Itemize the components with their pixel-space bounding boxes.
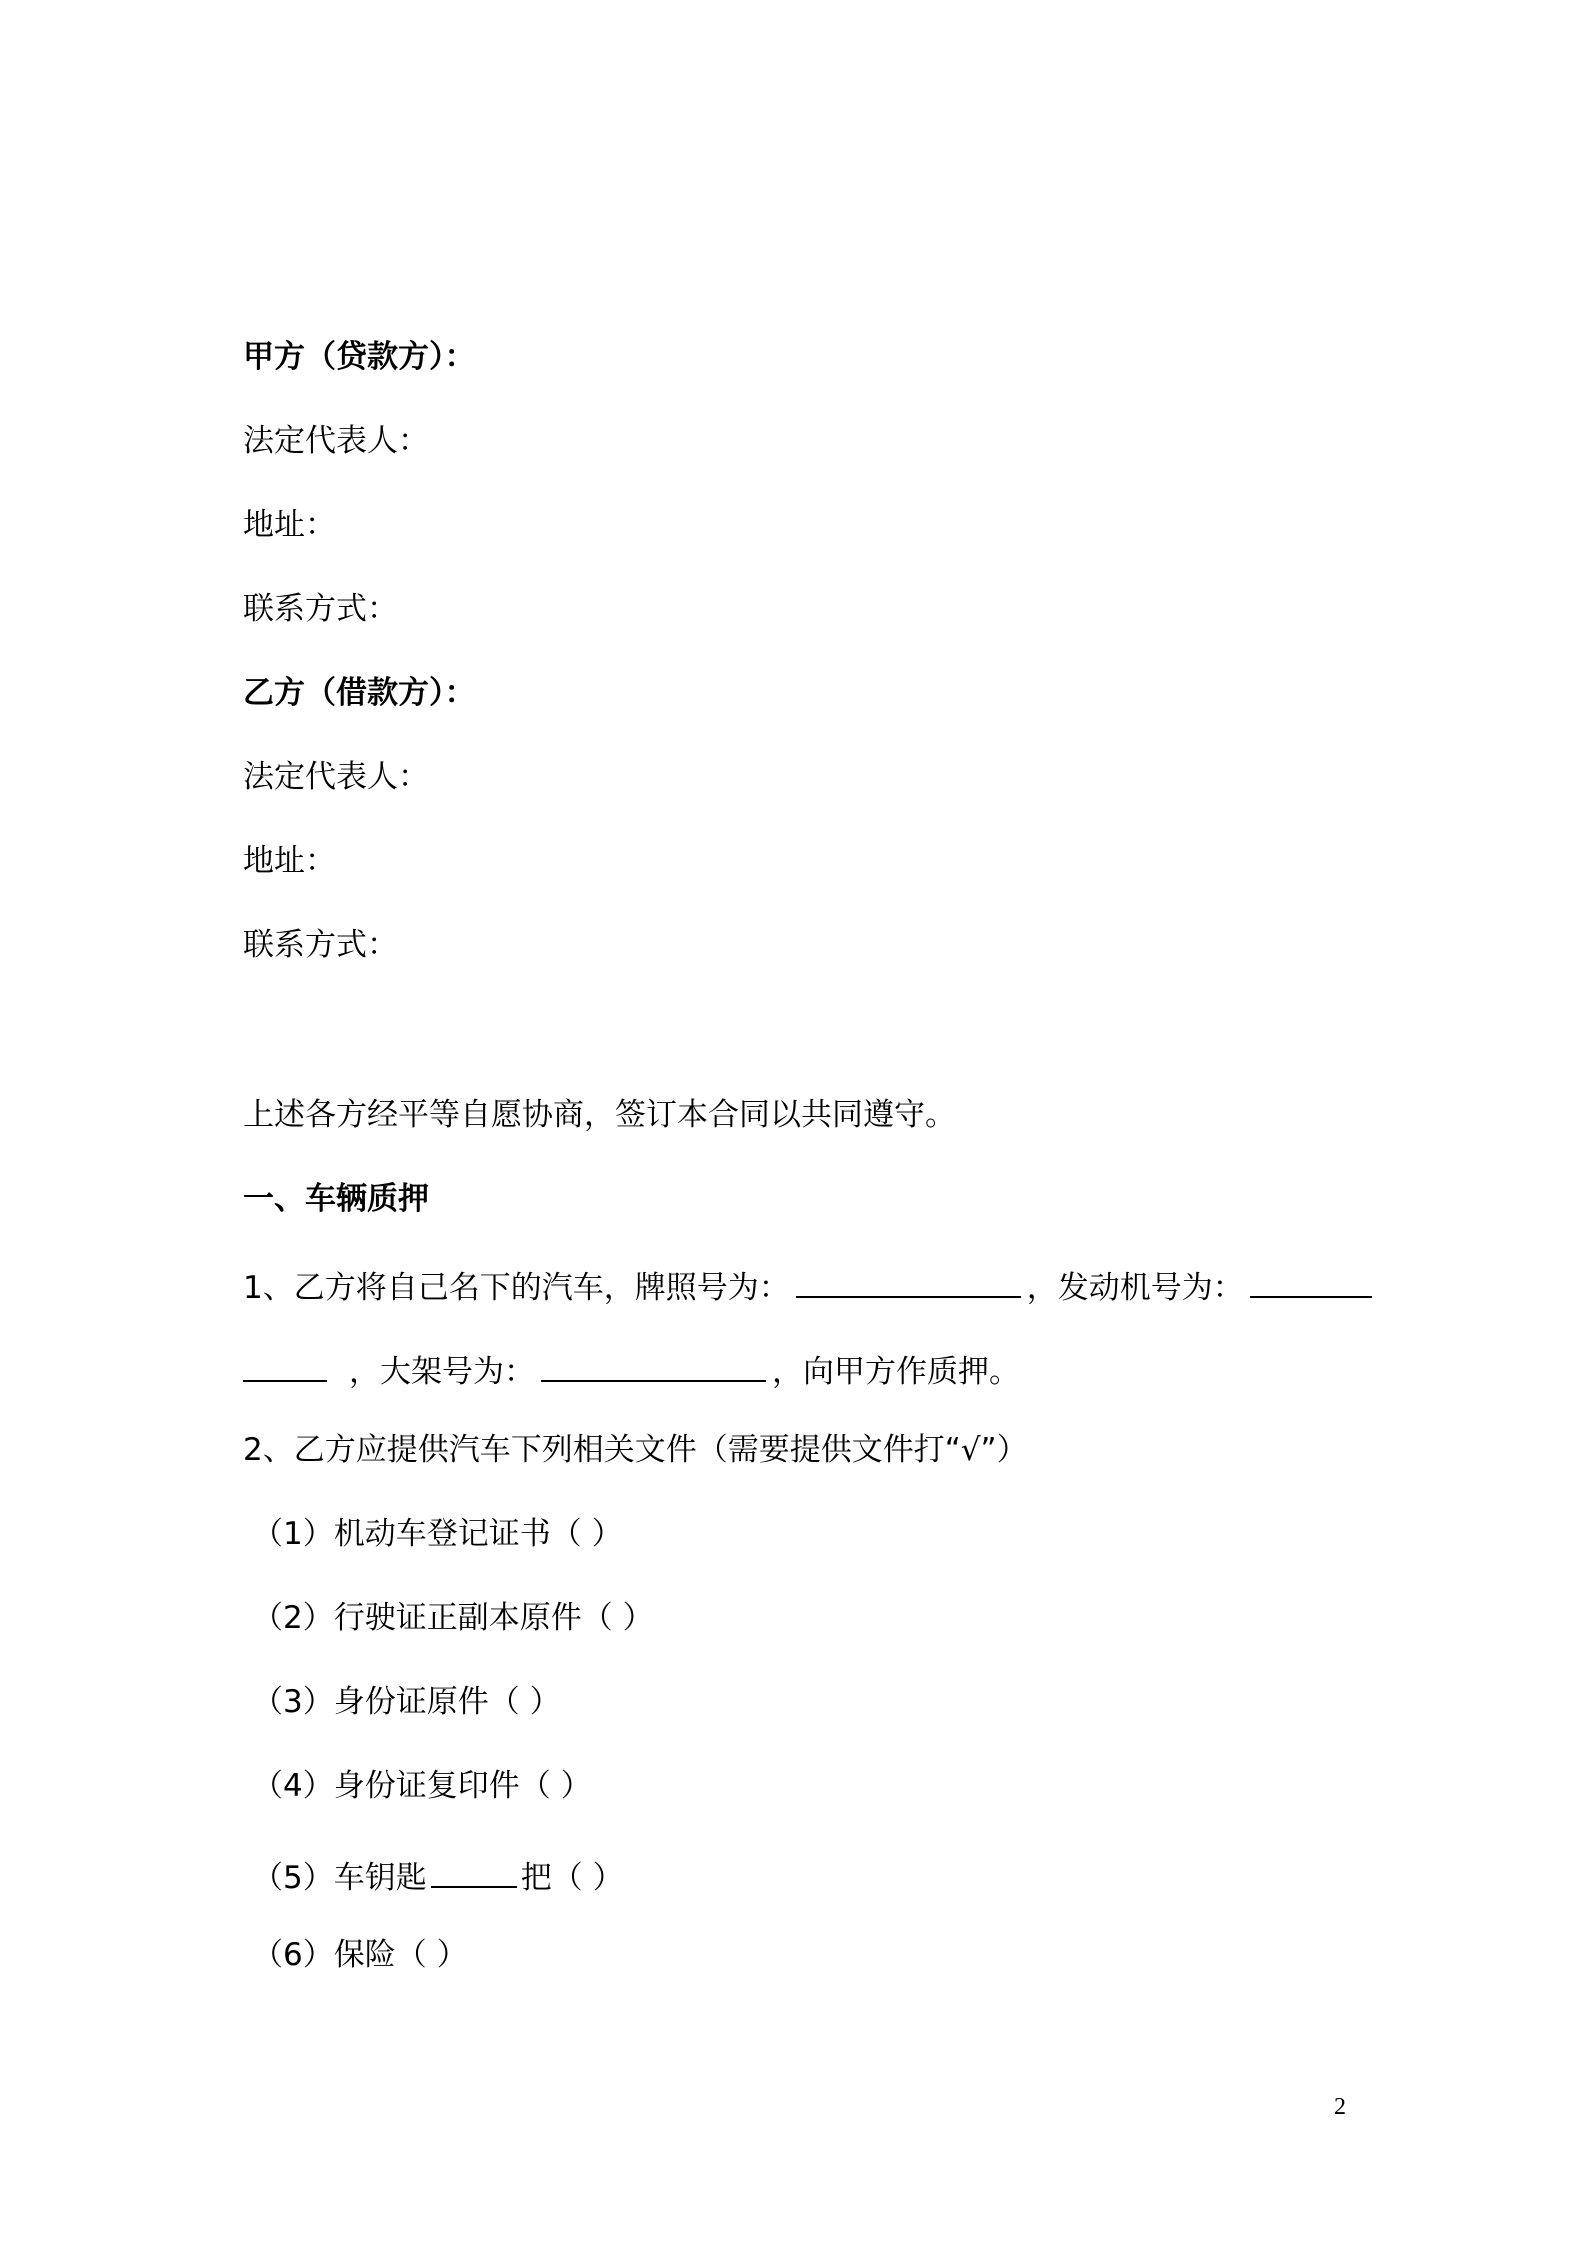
item1-text-engine: ，发动机号为： [1026, 1270, 1244, 1306]
party-a-address: 地址： [243, 507, 336, 543]
doc-item-5 [252, 1854, 624, 1898]
doc-item-5-prefix: （5）车钥匙 [252, 1860, 427, 1896]
doc-item-6: （6）保险（ ） [252, 1937, 468, 1973]
item1-line2 [243, 1348, 1020, 1392]
doc-item-2: （2）行驶证正副本原件（ ） [252, 1600, 654, 1636]
item2-text: 2、乙方应提供汽车下列相关文件（需要提供文件打“√”） [243, 1432, 1028, 1468]
doc-item-3: （3）身份证原件（ ） [252, 1684, 561, 1720]
party-b-title: 乙方（借款方）： [243, 675, 476, 711]
item1-text-frame: ，大架号为： [349, 1354, 535, 1390]
plate-number-blank[interactable] [796, 1264, 1021, 1298]
party-b-address: 地址： [243, 843, 336, 879]
engine-number-blank[interactable] [1250, 1264, 1372, 1298]
doc-item-5-suffix: 把（ ） [520, 1860, 624, 1896]
page-number: 2 [1334, 2094, 1346, 2120]
party-a-title: 甲方（贷款方）： [243, 339, 476, 375]
doc-item-1: （1）机动车登记证书（ ） [252, 1516, 623, 1552]
frame-number-blank[interactable] [541, 1348, 766, 1382]
party-b-contact: 联系方式： [243, 927, 398, 963]
item1-line1 [243, 1264, 1378, 1308]
item1-text-end: ，向甲方作质押。 [772, 1354, 1020, 1390]
party-a-representative: 法定代表人： [243, 423, 429, 459]
key-count-blank[interactable] [431, 1854, 517, 1888]
item1-text-plate: 1、乙方将自己名下的汽车，牌照号为： [243, 1270, 790, 1306]
party-b-representative: 法定代表人： [243, 759, 429, 795]
section-heading: 一、车辆质押 [243, 1181, 429, 1217]
engine-number-blank-cont[interactable] [243, 1348, 327, 1382]
intro-text: 上述各方经平等自愿协商，签订本合同以共同遵守。 [243, 1097, 956, 1133]
party-a-contact: 联系方式： [243, 591, 398, 627]
doc-item-4: （4）身份证复印件（ ） [252, 1768, 592, 1804]
